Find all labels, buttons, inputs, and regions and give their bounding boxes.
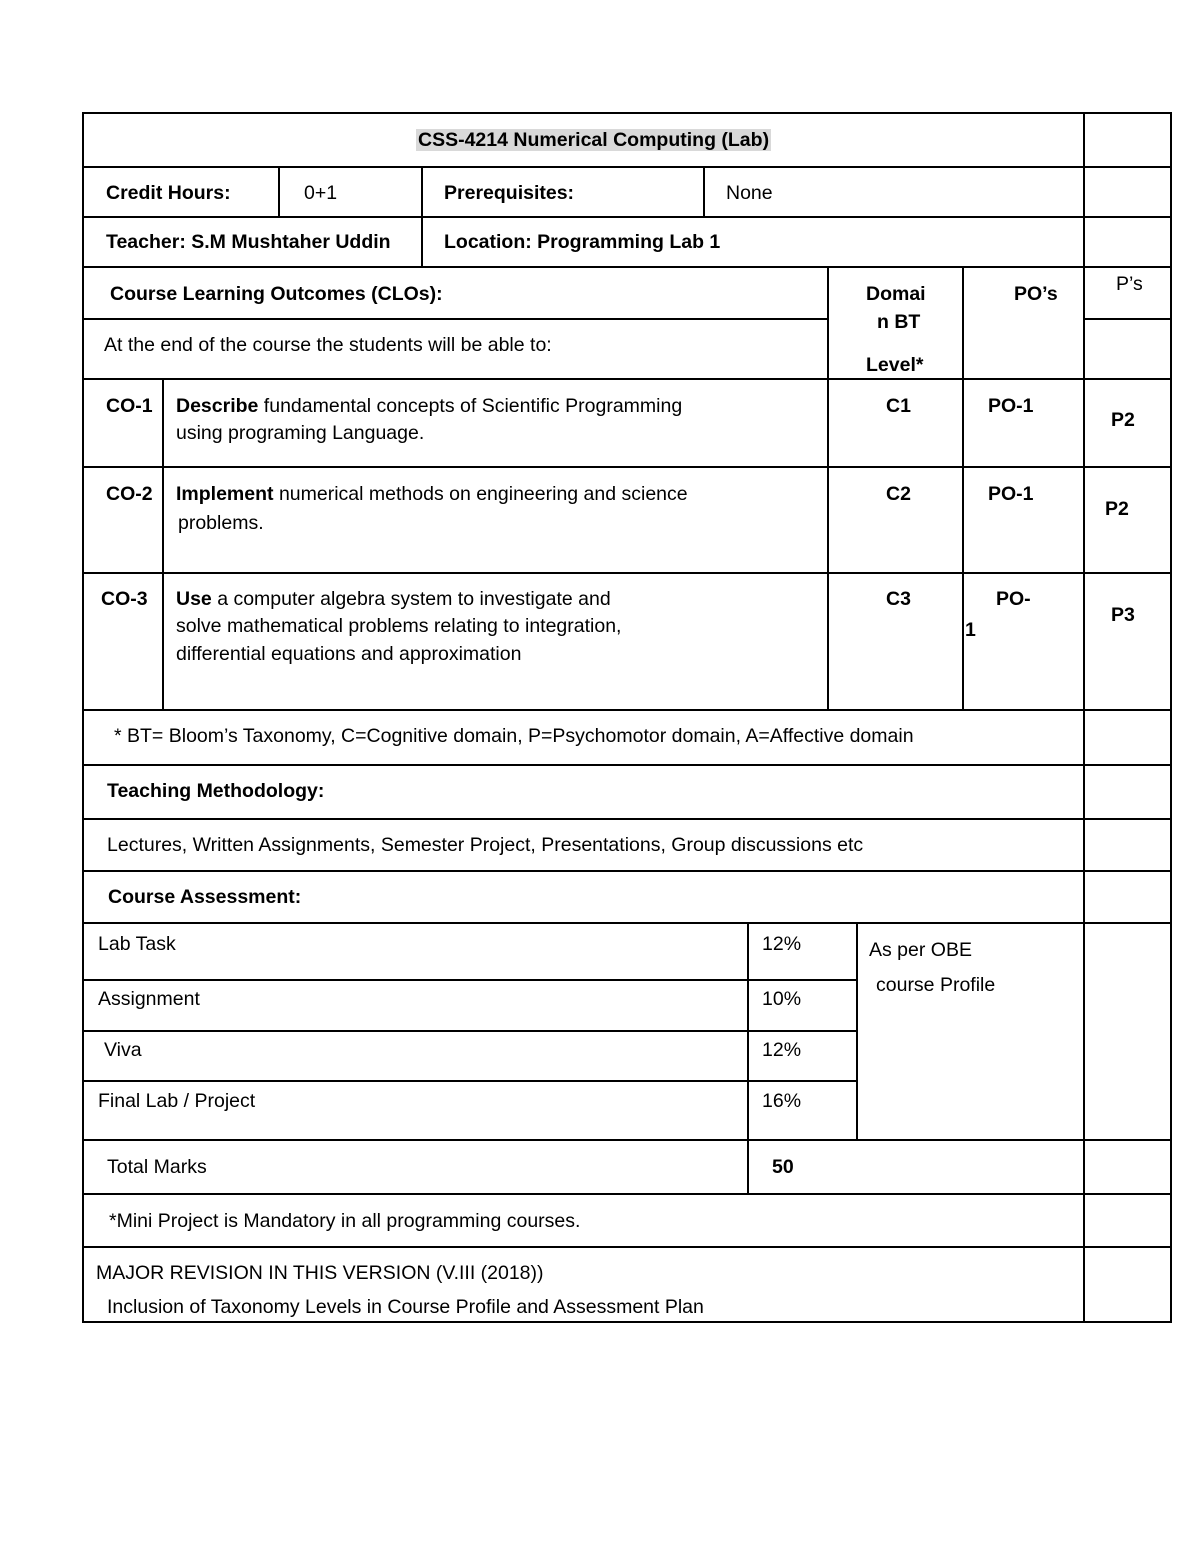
table-border xyxy=(747,922,749,1194)
teacher: Teacher: S.M Mushtaher Uddin xyxy=(106,231,391,253)
table-border xyxy=(82,318,828,320)
table-border xyxy=(82,1193,1172,1195)
table-border xyxy=(162,378,164,710)
teaching-heading: Teaching Methodology: xyxy=(107,780,325,802)
table-border xyxy=(82,112,1172,114)
table-border xyxy=(82,870,1172,872)
clo-heading: Course Learning Outcomes (CLOs): xyxy=(110,283,443,305)
assessment-value: 12% xyxy=(762,933,802,955)
table-border xyxy=(82,466,1172,468)
col-pos-header: PO’s xyxy=(1014,283,1058,305)
location: Location: Programming Lab 1 xyxy=(444,231,721,253)
co-po: PO- xyxy=(996,588,1031,610)
co-po: PO-1 xyxy=(988,483,1034,505)
co-p: P2 xyxy=(1111,409,1135,431)
total-marks-label: Total Marks xyxy=(107,1156,207,1178)
teaching-text: Lectures, Written Assignments, Semester Project, Presentations, Group discussions etc xyxy=(107,834,864,856)
table-border xyxy=(82,378,1172,380)
table-border xyxy=(82,1246,1172,1248)
table-border xyxy=(82,922,1172,924)
table-border xyxy=(82,1030,857,1032)
assessment-value: 16% xyxy=(762,1090,802,1112)
co-description: Describe fundamental concepts of Scientific Programming xyxy=(176,395,683,417)
col-domain-header: Domai xyxy=(866,283,926,305)
prerequisites-label: Prerequisites: xyxy=(444,182,575,204)
assessment-value: 10% xyxy=(762,988,802,1010)
course-title: CSS-4214 Numerical Computing (Lab) xyxy=(418,129,770,151)
table-border xyxy=(82,112,84,1323)
co-domain: C1 xyxy=(886,395,911,417)
co-description: Implement numerical methods on engineering and science xyxy=(176,483,688,505)
co-po: 1 xyxy=(965,619,976,641)
co-id: CO-1 xyxy=(106,395,153,417)
assessment-heading: Course Assessment: xyxy=(108,886,302,908)
credit-hours-label: Credit Hours: xyxy=(106,182,231,204)
co-description: differential equations and approximation xyxy=(176,643,522,665)
table-border xyxy=(703,166,705,216)
assessment-note: course Profile xyxy=(876,974,996,996)
table-border xyxy=(82,979,857,981)
table-border xyxy=(82,216,1172,218)
prerequisites-value: None xyxy=(726,182,773,204)
co-domain: C2 xyxy=(886,483,911,505)
table-border xyxy=(1083,112,1085,1323)
co-p: P2 xyxy=(1105,498,1129,520)
table-border xyxy=(421,166,423,266)
co-domain: C3 xyxy=(886,588,911,610)
total-marks-value: 50 xyxy=(772,1156,794,1178)
table-border xyxy=(82,166,1172,168)
table-border xyxy=(82,266,1172,268)
table-border xyxy=(962,266,964,710)
assessment-label: Final Lab / Project xyxy=(98,1090,256,1112)
revision-text: Inclusion of Taxonomy Levels in Course Profile and Assessment Plan xyxy=(107,1296,704,1318)
col-domain-header: Level* xyxy=(866,354,924,376)
assessment-label: Assignment xyxy=(98,988,200,1010)
co-description: solve mathematical problems relating to integration, xyxy=(176,615,622,637)
table-border xyxy=(82,572,1172,574)
bt-note: * BT= Bloom’s Taxonomy, C=Cognitive domain, P=Psychomotor domain, A=Affective domain xyxy=(114,725,914,747)
assessment-label: Viva xyxy=(104,1039,142,1061)
table-border xyxy=(827,266,829,710)
co-id: CO-3 xyxy=(101,588,148,610)
co-id: CO-2 xyxy=(106,483,153,505)
table-border xyxy=(1083,318,1172,320)
credit-hours-value: 0+1 xyxy=(304,182,338,204)
co-description: using programing Language. xyxy=(176,422,425,444)
co-description: problems. xyxy=(178,512,264,534)
table-border xyxy=(1170,112,1172,1323)
table-border xyxy=(278,166,280,216)
table-border xyxy=(82,709,1172,711)
co-p: P3 xyxy=(1111,604,1135,626)
mini-project-note: *Mini Project is Mandatory in all programming courses. xyxy=(109,1210,581,1232)
co-description: Use a computer algebra system to investigate and xyxy=(176,588,611,610)
table-border xyxy=(82,764,1172,766)
assessment-note: As per OBE xyxy=(869,939,972,961)
clo-intro: At the end of the course the students will be able to: xyxy=(104,334,552,356)
revision-title: MAJOR REVISION IN THIS VERSION (V.III (2018)) xyxy=(96,1262,544,1284)
table-border xyxy=(82,1321,1172,1323)
col-ps-header: P’s xyxy=(1116,273,1143,295)
assessment-value: 12% xyxy=(762,1039,802,1061)
table-border xyxy=(82,1139,1172,1141)
table-border xyxy=(82,818,1172,820)
col-domain-header: n BT xyxy=(877,311,921,333)
co-po: PO-1 xyxy=(988,395,1034,417)
assessment-label: Lab Task xyxy=(98,933,176,955)
table-border xyxy=(856,922,858,1140)
table-border xyxy=(82,1080,857,1082)
